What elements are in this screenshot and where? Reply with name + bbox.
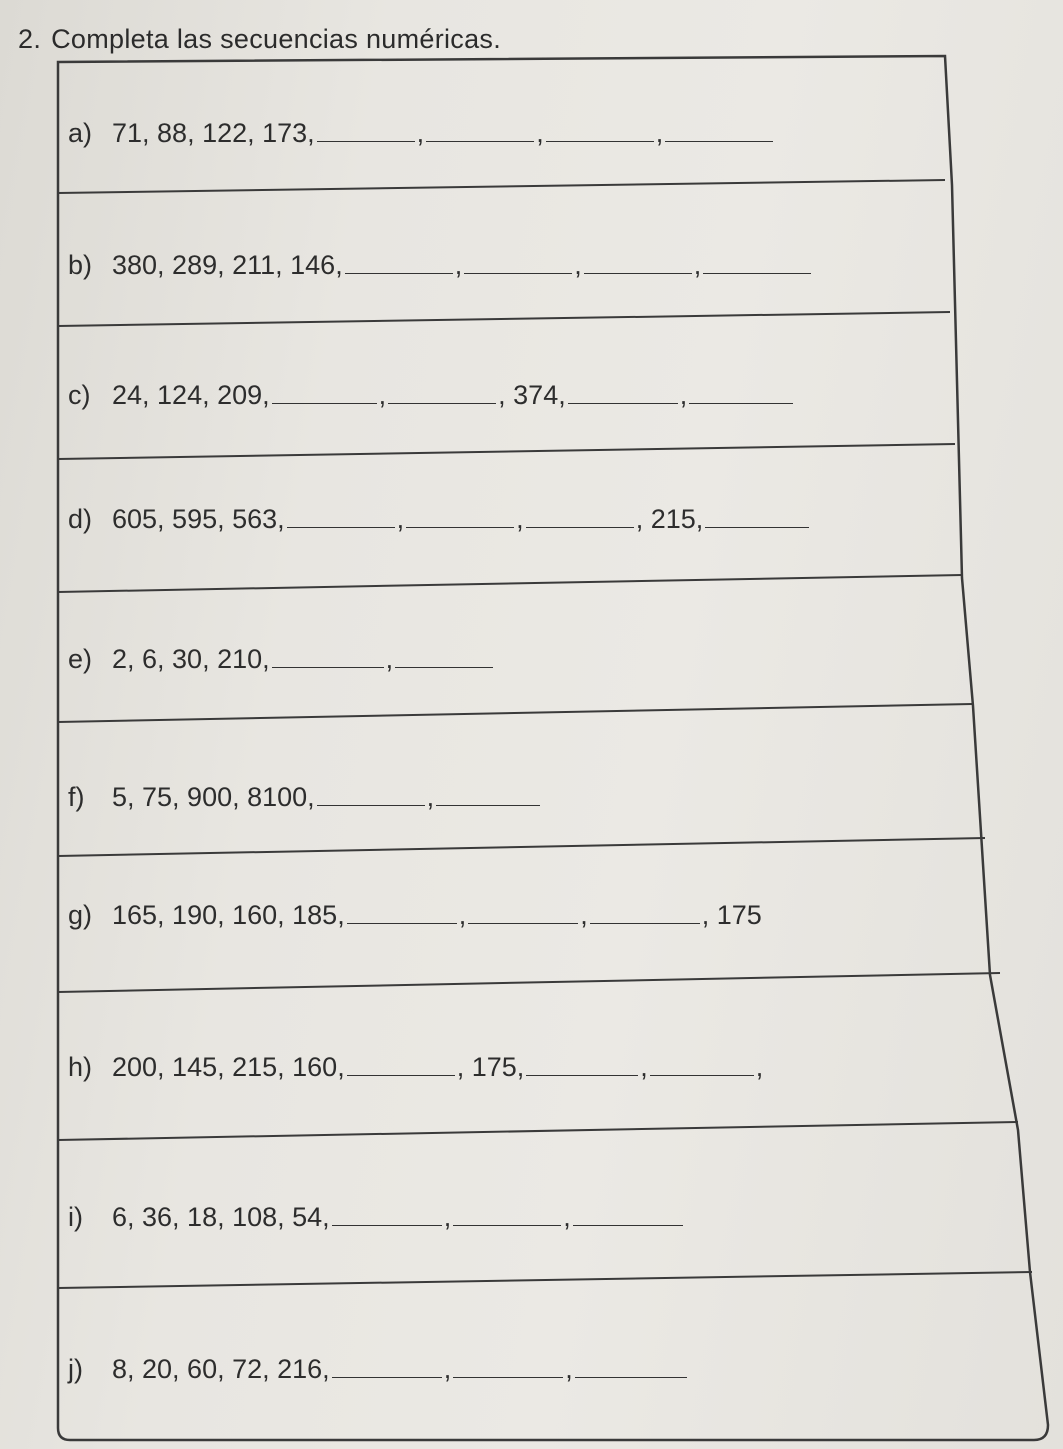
answer-blank[interactable] [703,253,811,274]
answer-blank[interactable] [272,383,377,404]
given-numbers: 2, 6, 30, 210, [112,644,270,674]
answer-blank[interactable] [650,1055,754,1076]
given-numbers: 71, 88, 122, 173, [112,118,315,148]
answer-blank[interactable] [453,1357,563,1378]
sequence-row-c [68,380,795,411]
given-numbers: 5, 75, 900, 8100, [112,782,315,812]
sequence-row-d [68,504,811,535]
separator-text: , [443,1354,452,1384]
sequence-row-h [68,1052,763,1083]
sequence-row-a [68,118,775,149]
answer-blank[interactable] [345,253,453,274]
separator-text: , 215, [635,504,704,534]
separator-text: , [580,900,588,930]
given-numbers: 380, 289, 211, 146, [112,250,343,280]
answer-blank[interactable] [317,121,415,142]
row-divider [58,838,985,856]
separator-text: , [655,118,664,148]
answer-blank[interactable] [546,121,654,142]
sequence-row-g [68,900,762,931]
sequence-row-i [68,1202,685,1233]
separator-text: , 374, [498,380,566,410]
answer-blank[interactable] [332,1357,442,1378]
given-numbers: 605, 595, 563, [112,504,285,534]
given-numbers: 165, 190, 160, 185, [112,900,345,930]
row-letter: c) [68,380,91,410]
row-divider [58,1122,1018,1140]
separator-text: , [679,380,688,410]
row-divider [58,575,962,592]
answer-blank[interactable] [689,383,793,404]
separator-text: , 175, [456,1052,525,1082]
separator-text: , [563,1202,571,1232]
row-letter: h) [68,1052,93,1082]
row-divider [58,180,945,193]
row-divider [58,444,955,459]
sequence-row-j [68,1354,689,1385]
answer-blank[interactable] [526,1055,638,1076]
answer-blank[interactable] [468,903,578,924]
given-numbers: 6, 36, 18, 108, 54, [112,1202,330,1232]
answer-blank[interactable] [426,121,534,142]
row-divider [58,1272,1032,1288]
separator-text: , [693,250,702,280]
row-divider [58,973,1000,992]
answer-blank[interactable] [526,507,634,528]
row-letter: j) [68,1354,83,1384]
answer-blank[interactable] [590,903,700,924]
separator-text: , [396,504,405,534]
separator-text: , [426,782,435,812]
row-letter: e) [68,644,93,674]
separator-text: , [565,1354,573,1384]
separator-text: , [574,250,582,280]
answer-blank[interactable] [568,383,678,404]
answer-blank[interactable] [665,121,773,142]
separator-text: , [536,118,544,148]
answer-blank[interactable] [573,1205,683,1226]
answer-blank[interactable] [575,1357,687,1378]
answer-blank[interactable] [272,647,384,668]
given-numbers: 24, 124, 209, [112,380,270,410]
separator-text: , [755,1052,764,1082]
answer-blank[interactable] [464,253,572,274]
separator-text: , [443,1202,452,1232]
given-numbers: 200, 145, 215, 160, [112,1052,345,1082]
row-divider [58,312,950,326]
answer-blank[interactable] [287,507,395,528]
exercise-number: 2. [18,24,42,54]
separator-text: , [458,900,467,930]
separator-text: , [454,250,463,280]
answer-blank[interactable] [388,383,496,404]
separator-text: , [385,644,394,674]
sequence-row-b [68,250,813,281]
exercise-instruction: Completa las secuencias numéricas. [51,24,502,54]
row-divider [58,704,972,722]
row-letter: i) [68,1202,83,1232]
answer-blank[interactable] [347,903,457,924]
answer-blank[interactable] [317,785,425,806]
row-letter: g) [68,900,93,930]
answer-blank[interactable] [406,507,514,528]
sequence-row-f [68,782,542,813]
row-letter: f) [68,782,85,812]
separator-text: , 175 [701,900,762,930]
answer-blank[interactable] [584,253,692,274]
row-letter: b) [68,250,93,280]
separator-text: , [378,380,387,410]
separator-text: , [416,118,425,148]
answer-blank[interactable] [453,1205,561,1226]
given-numbers: 8, 20, 60, 72, 216, [112,1354,330,1384]
answer-blank[interactable] [332,1205,442,1226]
answer-blank[interactable] [347,1055,455,1076]
separator-text: , [516,504,524,534]
sequence-row-e [68,644,495,675]
answer-blank[interactable] [705,507,809,528]
answer-blank[interactable] [395,647,493,668]
answer-blank[interactable] [436,785,540,806]
row-letter: d) [68,504,93,534]
separator-text: , [640,1052,648,1082]
row-letter: a) [68,118,93,148]
